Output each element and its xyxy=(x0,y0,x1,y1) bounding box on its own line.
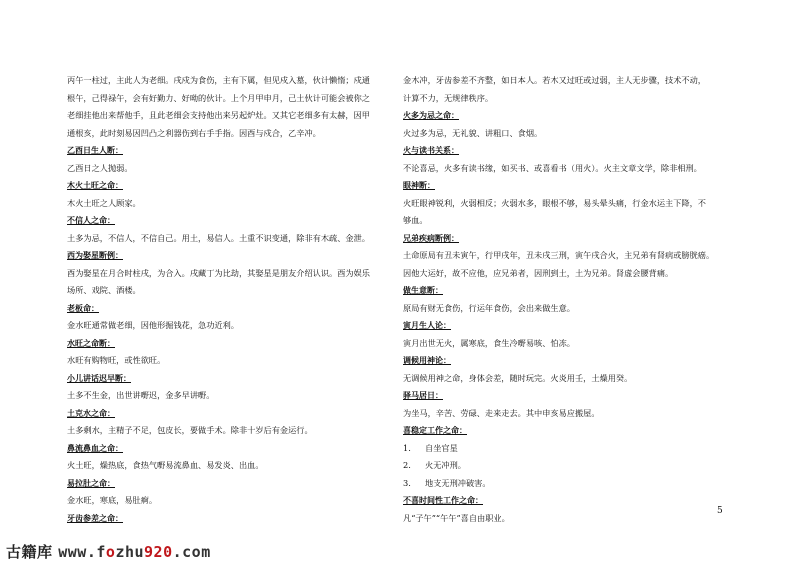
section-heading: 土克水之命： xyxy=(67,408,115,418)
left-column xyxy=(67,72,397,527)
paragraph-line: 火旺眼神锐利，火弱相反；火弱水多，眼根不够，易头晕头痛，行金水运主下降，不 xyxy=(403,197,706,208)
paragraph-line: 不论喜忌，火多有读书缘，如买书、或喜看书（用火）。火主文章文学，除非相刑。 xyxy=(403,162,702,173)
paragraph-line: 寅月出世无火，属寒底，食生冷嘢易咳、怕冻。 xyxy=(403,337,575,348)
section-heading: 老板命： xyxy=(67,303,99,313)
paragraph-line: 金水旺，寒底，易肚痾。 xyxy=(67,495,158,505)
section-heading: 喜稳定工作之命： xyxy=(403,426,467,435)
section-heading: 火与读书关系： xyxy=(403,146,459,155)
paragraph-line: 土多为忌，不信人，不信自己。用土，易信人。土重不识变通，除非有木疏、金泄。 xyxy=(67,232,370,243)
item-number: 3. xyxy=(403,477,411,488)
numbered-item xyxy=(403,440,733,458)
section-heading: 鼻流鼻血之命： xyxy=(67,443,123,453)
paragraph-line: 木火土旺之人顾家。 xyxy=(67,197,141,208)
section-heading: 牙齿参差之命： xyxy=(67,513,123,523)
numbered-item xyxy=(403,475,733,493)
footer-brand: 古籍库 xyxy=(6,543,53,561)
paragraph-line: 通根亥，此时刻易因凹凸之利器伤到右手手指。因酉与戍合，乙辛冲。 xyxy=(67,127,321,138)
paragraph-line: 土多不生金，出世讲嘢迟，金多早讲嘢。 xyxy=(67,390,215,400)
item-text: 自坐官星 xyxy=(425,442,458,453)
paragraph-line: 原局有财无食伤，行运年食伤，会出来做生意。 xyxy=(403,302,575,313)
item-text: 地支无刑冲破害。 xyxy=(425,477,491,488)
section-heading: 兄弟疾病断例： xyxy=(403,233,459,243)
section-heading: 小儿讲话迟早断： xyxy=(67,373,131,383)
paragraph-line: 土命原局有丑未寅午，行甲戌年，丑未戌三刑，寅午戌合火，主兄弟有肾病或膀胱癌。 xyxy=(403,250,715,260)
paragraph-line: 金木冲，牙齿参差不齐整，如日本人。若木又过旺或过弱，主人无步骤，技术不动， xyxy=(403,75,706,85)
paragraph-line: 凡“子午”“午午”喜自由职业。 xyxy=(403,512,510,523)
section-heading: 做生意断： xyxy=(403,286,443,295)
right-column xyxy=(403,72,733,527)
section-heading: 乙酉日生人断： xyxy=(67,146,123,155)
item-number: 2. xyxy=(403,460,411,470)
item-number: 1. xyxy=(403,442,411,453)
paragraph-line: 无调候用神之命，身体会差，随时玩完。火炎用壬，土燥用癸。 xyxy=(403,372,633,383)
page-number: 5 xyxy=(717,506,723,516)
paragraph-line: 乙酉日之人抛弱。 xyxy=(67,162,133,173)
section-heading: 驿马居日： xyxy=(403,391,443,400)
section-heading: 木火土旺之命： xyxy=(67,181,123,190)
section-heading: 易拉肚之命： xyxy=(67,478,115,488)
paragraph-line: 够血。 xyxy=(403,215,428,225)
item-text: 火无冲刑。 xyxy=(425,460,466,470)
footer-url: www.fozhu920.com xyxy=(58,543,211,561)
numbered-item xyxy=(403,457,733,475)
section-heading: 西为娶星断例： xyxy=(67,251,123,260)
section-heading: 不信人之命： xyxy=(67,216,115,225)
section-heading: 寅月生人论： xyxy=(403,321,451,330)
paragraph-line: 火土旺，燥热底，食热气嘢易流鼻血、易发炎、出血。 xyxy=(67,460,264,470)
section-heading: 眼神断： xyxy=(403,181,435,190)
paragraph-line: 因他大运好，故不应他，应兄弟者，因刑到土，土为兄弟。肾虚会腰背痛。 xyxy=(403,267,674,278)
paragraph-line: 丙午一柱过，主此人为老细。戌戍为食伤，主有下属，但见戍入墓，伙计懒惰；戍通 xyxy=(67,75,370,85)
section-heading: 调候用神论： xyxy=(403,356,451,365)
footer-watermark xyxy=(6,541,211,562)
paragraph-line: 土多剩水，主精子不足，包皮长，要做手术。除非十岁后有金运行。 xyxy=(67,425,313,435)
section-heading: 水旺之命断： xyxy=(67,338,115,348)
paragraph-line: 水旺有购物旺，或性欲旺。 xyxy=(67,355,166,365)
paragraph-line: 场所、戏院、酒楼。 xyxy=(67,285,141,295)
section-heading: 火多为忌之命： xyxy=(403,111,459,120)
paragraph-line: 酉为娶星在月合时柱戌，为合入。戌藏丁为比劫，其娶星是朋友介绍认识。酉为娱乐 xyxy=(67,267,370,278)
paragraph-line: 金水旺通常做老细，因他形掘钱花，急功近利。 xyxy=(67,320,239,330)
section-heading: 不喜时间性工作之命： xyxy=(403,496,483,505)
paragraph-line: 老细挂他出来帮他手，且此老细会支持他出来另起炉灶。又其它老细多有太赫，因甲 xyxy=(67,110,370,120)
paragraph-line: 火过多为忌，无礼貌、讲粗口、食烟。 xyxy=(403,127,543,138)
paragraph-line: 根午，己得禄午，会有好勤力、好呦的伙计。上个月甲申月，己土伙计可能会被你之 xyxy=(67,92,370,103)
paragraph-line: 为坐马，辛苦、劳碌、走来走去。其中申亥易应搬屋。 xyxy=(403,407,600,418)
paragraph-line: 计算不力，无规律秩序。 xyxy=(403,92,494,103)
